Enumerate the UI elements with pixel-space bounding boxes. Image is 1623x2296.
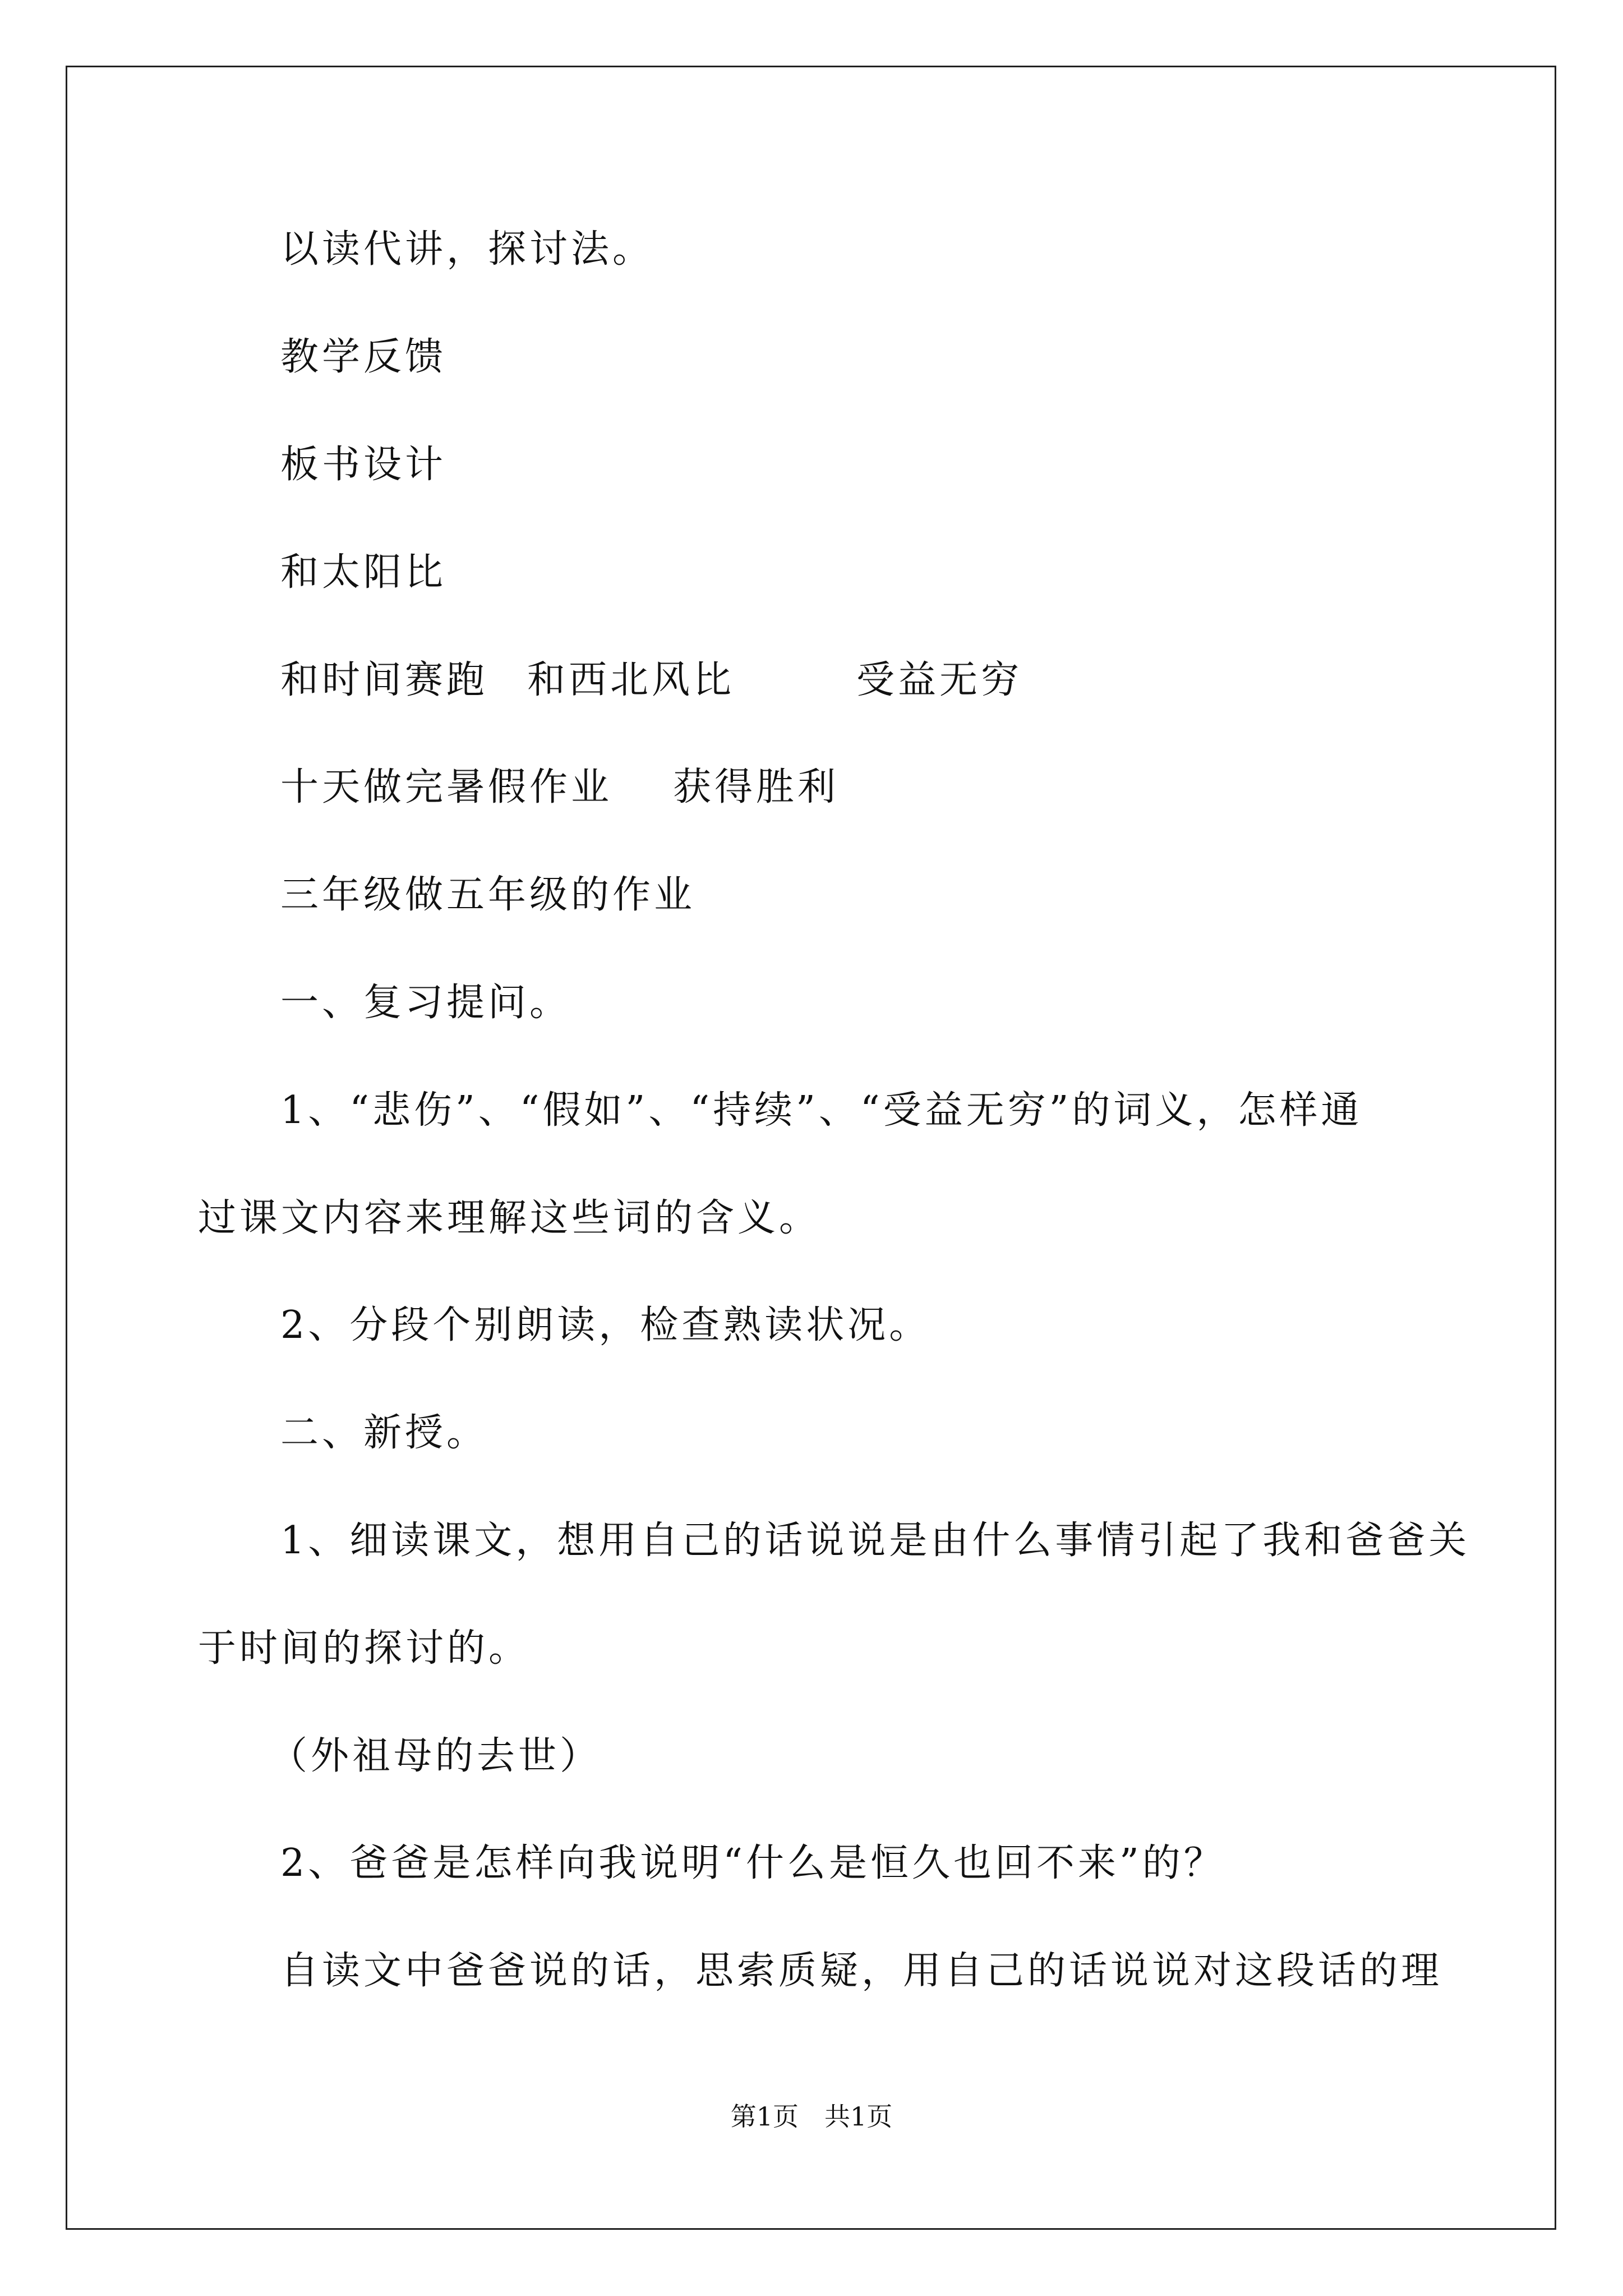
text-line: 2、分段个别朗读，检查熟读状况。 xyxy=(280,1303,931,1347)
text-line: 1、细读课文，想用自己的话说说是由什么事情引起了我和爸爸关 xyxy=(280,1519,1470,1563)
text-line: 一、复习提问。 xyxy=(280,981,571,1025)
text-line: 过课文内容来理解这些词的含义。 xyxy=(198,1196,821,1240)
text-line: 十天做完暑假作业 xyxy=(280,765,613,809)
text-line: 2、爸爸是怎样向我说明“什么是恒久也回不来”的？ xyxy=(280,1841,1225,1885)
text-line: 于时间的探讨的。 xyxy=(198,1626,531,1671)
text-line: 1、“悲伤”、“假如”、“持续”、“受益无穷”的词义，怎样通 xyxy=(280,1088,1363,1133)
text-line: 板书设计 xyxy=(280,443,447,487)
text-line: 和太阳比 xyxy=(280,550,447,595)
text-line: （外祖母的去世） xyxy=(269,1734,602,1778)
page-footer: 第1页 共1页 xyxy=(730,2101,893,2132)
text-line: 三年级做五年级的作业 xyxy=(280,873,696,917)
text-line: 二、新授。 xyxy=(280,1411,488,1455)
text-line: 以读代讲，探讨法。 xyxy=(280,227,654,272)
page-border xyxy=(66,66,1556,2230)
text-line: 受益无穷 xyxy=(856,658,1023,702)
text-line: 获得胜利 xyxy=(673,765,840,809)
text-line: 和时间赛跑 xyxy=(280,658,488,702)
text-line: 教学反馈 xyxy=(280,335,447,379)
text-line: 和西北风比 xyxy=(527,658,735,702)
text-line: 自读文中爸爸说的话，思索质疑，用自己的话说说对这段话的理 xyxy=(280,1949,1443,1993)
